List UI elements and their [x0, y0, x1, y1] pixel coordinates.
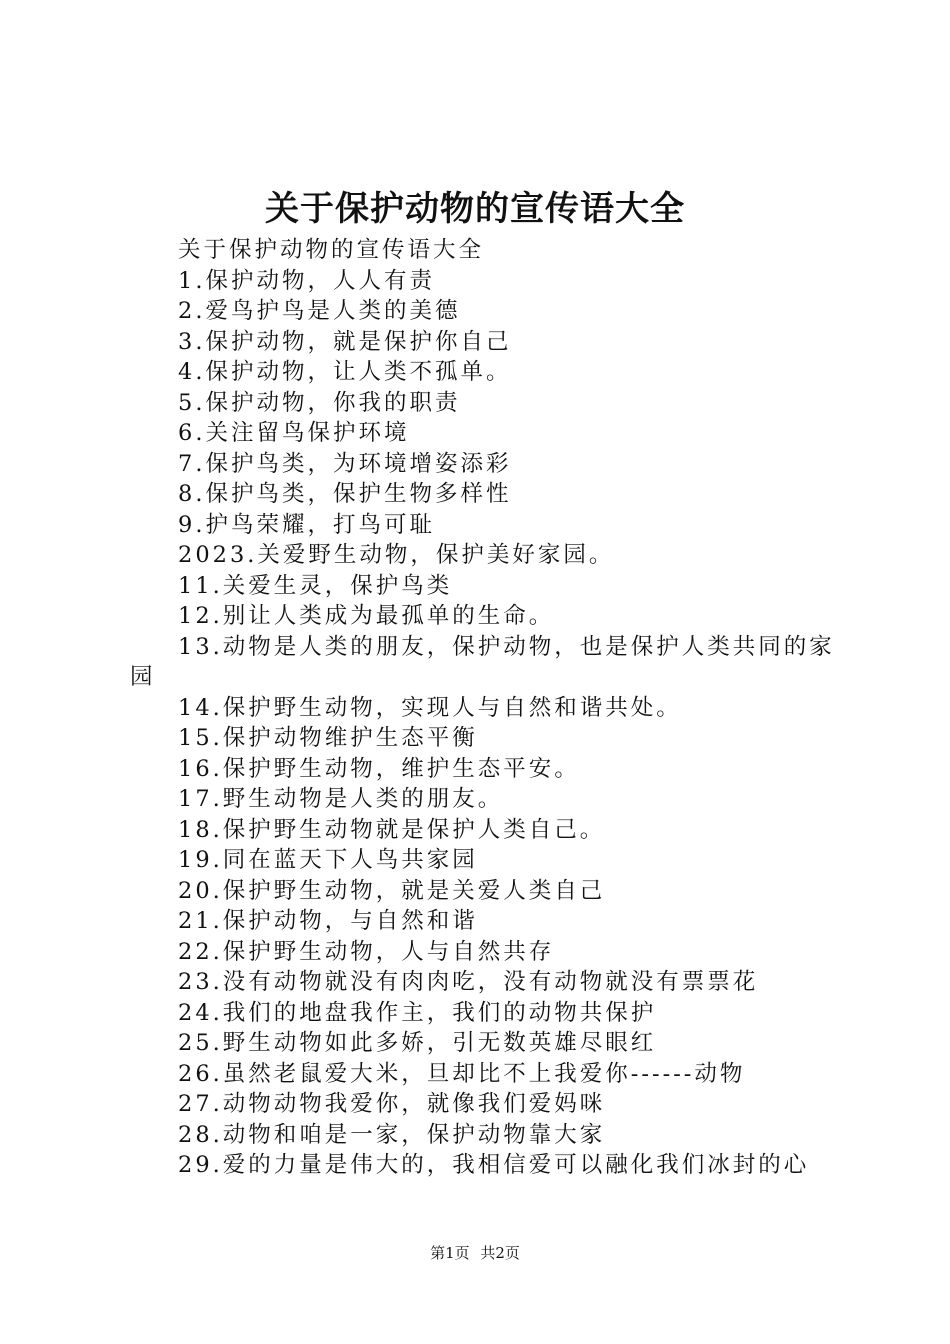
slogan-item: 1.保护动物，人人有责	[178, 267, 435, 294]
page-footer	[0, 1241, 950, 1265]
page-total: 共2页	[480, 1244, 520, 1262]
slogan-item: 21.保护动物，与自然和谐	[178, 908, 478, 934]
slogan-item: 17.野生动物是人类的朋友。	[178, 786, 504, 812]
slogan-item: 27.动物动物我爱你，就像我们爱妈咪	[178, 1091, 606, 1117]
slogan-item: 7.保护鸟类，为环境增姿添彩	[178, 450, 512, 477]
document-body	[130, 235, 836, 1181]
slogan-item: 22.保护野生动物，人与自然共存	[178, 938, 555, 965]
slogan-item: 8.保护鸟类，保护生物多样性	[178, 481, 512, 507]
slogan-item: 24.我们的地盘我作主，我们的动物共保护	[178, 999, 657, 1026]
slogan-item: 4.保护动物，让人类不孤单。	[178, 359, 512, 385]
slogan-item: 28.动物和咱是一家，保护动物靠大家	[178, 1121, 606, 1148]
slogan-item: 18.保护野生动物就是保护人类自己。	[178, 816, 606, 843]
slogan-item: 14.保护野生动物，实现人与自然和谐共处。	[178, 694, 682, 721]
slogan-item: 6.关注留鸟保护环境	[178, 420, 410, 446]
page-number: 第1页	[430, 1244, 470, 1262]
slogan-item: 29.爱的力量是伟大的，我相信爱可以融化我们冰封的心	[178, 1152, 810, 1178]
slogan-item: 13.动物是人类的朋友，保护动物，也是保护人类共同的家园	[130, 633, 835, 690]
slogan-item: 26.虽然老鼠爱大米，旦却比不上我爱你------动物	[178, 1060, 746, 1087]
slogan-item: 11.关爱生灵，保护鸟类	[178, 572, 453, 599]
slogan-item: 9.护鸟荣耀，打鸟可耻	[178, 511, 435, 538]
slogan-item: 16.保护野生动物，维护生态平安。	[178, 755, 580, 782]
slogan-item: 15.保护动物维护生态平衡	[178, 725, 478, 751]
slogan-item: 25.野生动物如此多娇，引无数英雄尽眼红	[178, 1030, 657, 1056]
slogan-item: 23.没有动物就没有肉肉吃，没有动物就没有票票花	[178, 969, 759, 995]
slogan-item: 19.同在蓝天下人鸟共家园	[178, 847, 478, 873]
slogan-item: 2023.关爱野生动物，保护美好家园。	[178, 542, 615, 568]
slogan-item: 20.保护野生动物，就是关爱人类自己	[178, 877, 606, 904]
document-title: 关于保护动物的宣传语大全	[265, 189, 685, 229]
slogan-item: 2.爱鸟护鸟是人类的美德	[178, 298, 461, 324]
slogan-item: 5.保护动物，你我的职责	[178, 389, 461, 416]
slogan-item: 3.保护动物，就是保护你自己	[178, 328, 512, 355]
body-heading-line: 关于保护动物的宣传语大全	[178, 237, 485, 263]
slogan-item: 12.别让人类成为最孤单的生命。	[178, 603, 555, 629]
